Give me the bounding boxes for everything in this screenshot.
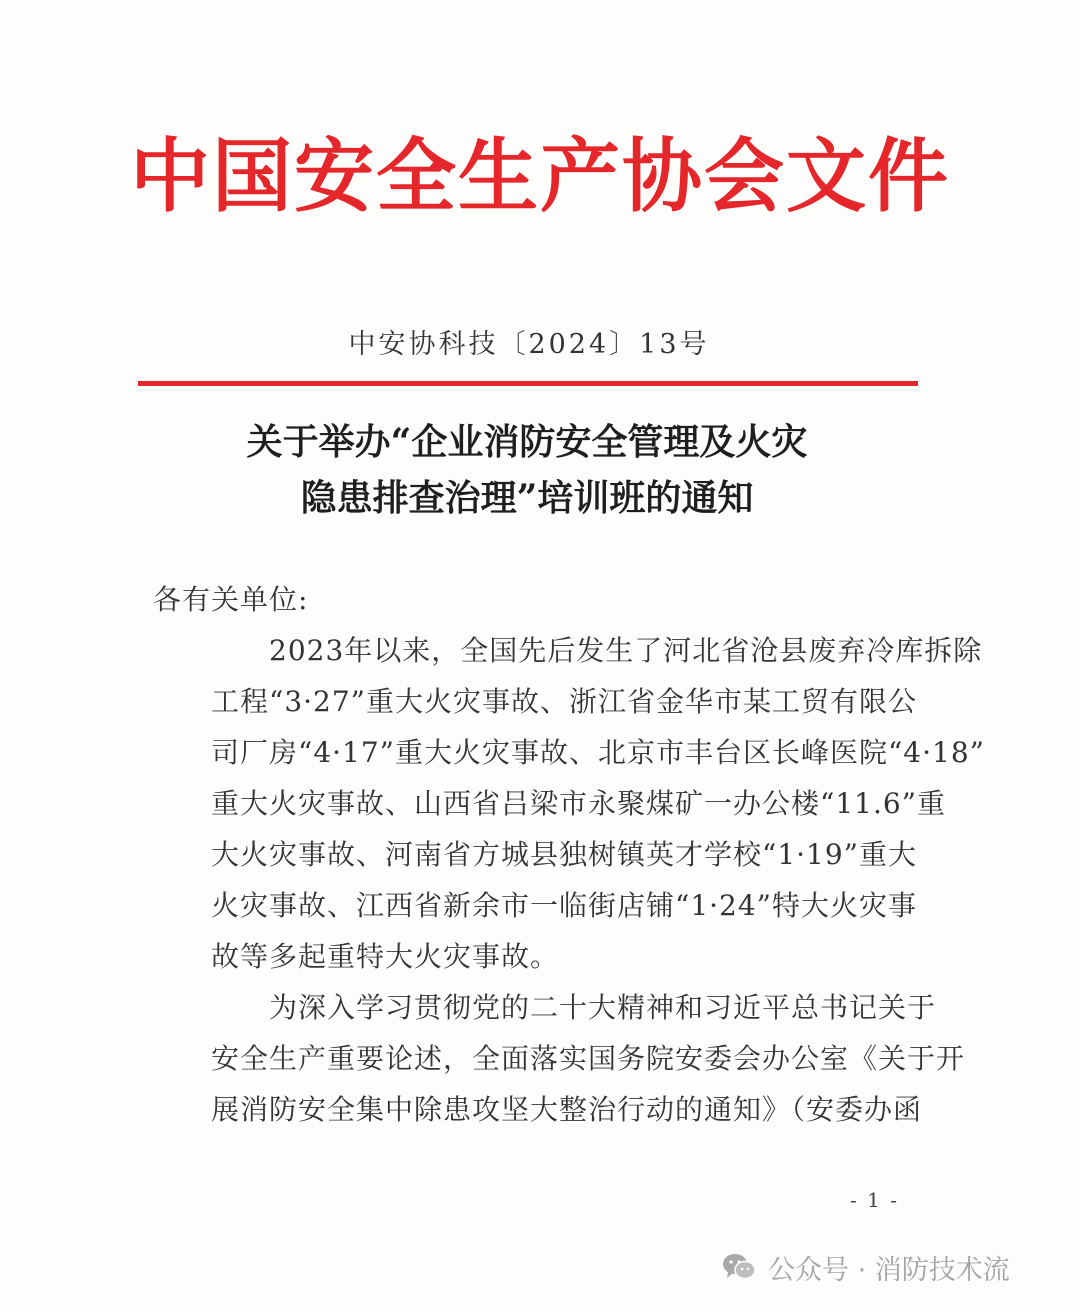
- wechat-icon: [722, 1252, 756, 1282]
- paragraph-1: [153, 625, 985, 982]
- page-number: - 1 -: [850, 1188, 899, 1212]
- wechat-watermark: [722, 1247, 1010, 1287]
- paragraph-line: 展消防安全集中除患攻坚大整治行动的通知》（安委办函: [211, 1093, 923, 1126]
- paragraph-line: 为深入学习贯彻党的二十大精神和习近平总书记关于: [269, 991, 937, 1024]
- paragraph-2: [153, 982, 966, 1135]
- title-line-2: 隐患排查治理”培训班的通知: [300, 477, 754, 519]
- paragraph-line: 工程“3·27”重大火灾事故、浙江省金华市某工贸有限公: [211, 685, 917, 718]
- paragraph-line: 重大火灾事故、山西省吕梁市永聚煤矿一办公楼“11.6”重: [211, 787, 946, 820]
- title-line-1: 关于举办“企业消防安全管理及火灾: [246, 421, 808, 463]
- document-body: [153, 574, 985, 1135]
- paragraph-line: 火灾事故、江西省新余市一临街店铺“1·24”特大火灾事: [211, 889, 917, 922]
- red-separator-line: [138, 381, 918, 386]
- document-masthead: 中国安全生产协会文件: [130, 129, 950, 223]
- paragraph-line: 故等多起重特大火灾事故。: [211, 940, 560, 973]
- document-number: 中安协科技〔2024〕13号: [348, 329, 710, 360]
- paragraph-line: 2023年以来，全国先后发生了河北省沧县废弃冷库拆除: [269, 634, 983, 667]
- paragraph-line: 安全生产重要论述，全面落实国务院安委会办公室《关于开: [211, 1042, 966, 1075]
- watermark-text: 公众号 · 消防技术流: [768, 1254, 1010, 1286]
- document-title: [0, 414, 1054, 526]
- salutation: 各有关单位:: [153, 583, 309, 616]
- paragraph-line: 大火灾事故、河南省方城县独树镇英才学校“1·19”重大: [211, 838, 917, 871]
- paragraph-line: 司厂房“4·17”重大火灾事故、北京市丰台区长峰医院“4·18”: [211, 736, 985, 769]
